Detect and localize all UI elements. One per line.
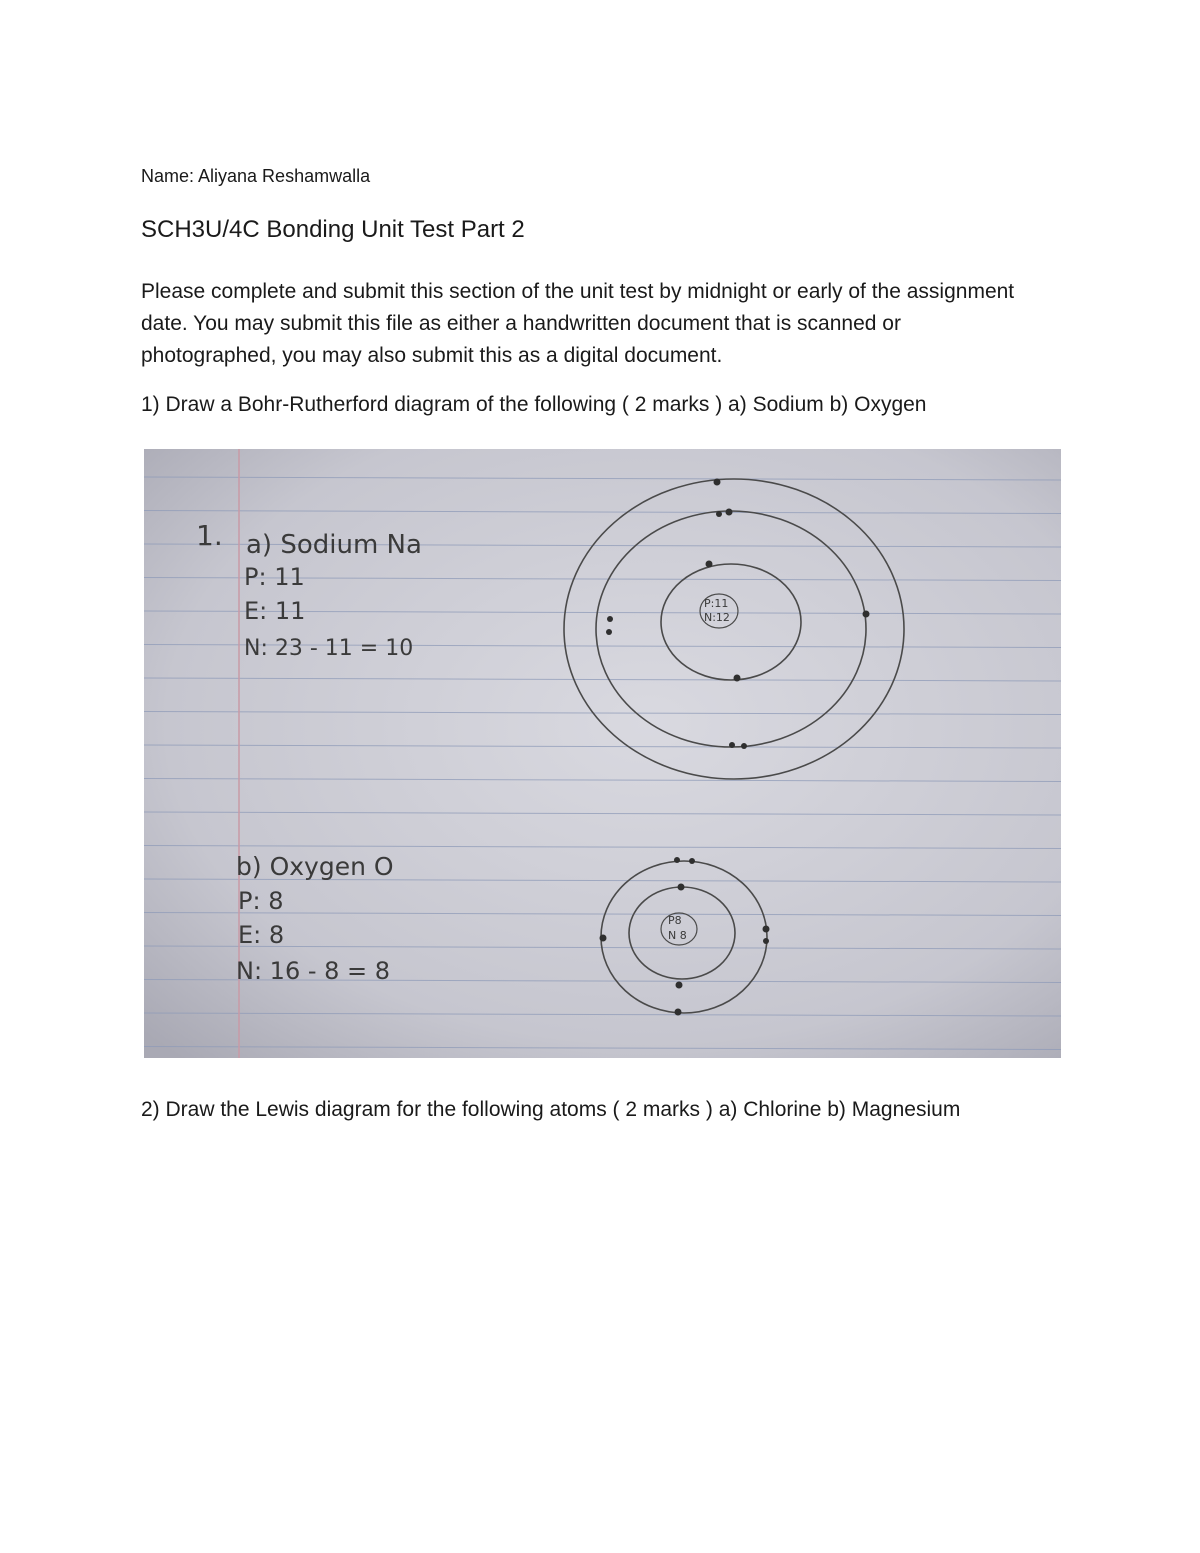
hw-sodium-electrons: E: 11 (244, 597, 306, 625)
question-1: 1) Draw a Bohr-Rutherford diagram of the following ( 2 marks ) a) Sodium b) Oxygen (141, 393, 927, 416)
hw-oxygen-nucleus-n: N 8 (668, 929, 687, 942)
handwritten-answer-photo (144, 449, 1061, 1058)
hw-sodium-neutrons: N: 23 - 11 = 10 (244, 636, 414, 661)
test-title: SCH3U/4C Bonding Unit Test Part 2 (141, 216, 525, 243)
hw-oxygen-neutrons: N: 16 - 8 = 8 (236, 957, 391, 985)
hw-oxygen-protons: P: 8 (238, 887, 284, 915)
hw-sodium-nucleus-p: P:11 (704, 597, 729, 610)
hw-sodium-protons: P: 11 (244, 563, 305, 591)
hw-oxygen-nucleus-p: P8 (668, 914, 682, 927)
hw-question-number: 1. (196, 519, 223, 552)
hw-oxygen-electrons: E: 8 (238, 921, 285, 949)
instructions-paragraph: Please complete and submit this section of the unit test by midnight or early of the assignment date. You may submit this file as either a handwritten document that is scanned or photographed, you may also submit this as a digital document. (141, 280, 1015, 367)
hw-oxygen-heading: b) Oxygen O (236, 852, 394, 881)
hw-sodium-heading: a) Sodium Na (246, 530, 422, 560)
question-2: 2) Draw the Lewis diagram for the following atoms ( 2 marks ) a) Chlorine b) Magnesium (141, 1098, 961, 1121)
student-name: Name: Aliyana Reshamwalla (141, 166, 371, 186)
hw-sodium-nucleus-n: N:12 (704, 611, 730, 624)
